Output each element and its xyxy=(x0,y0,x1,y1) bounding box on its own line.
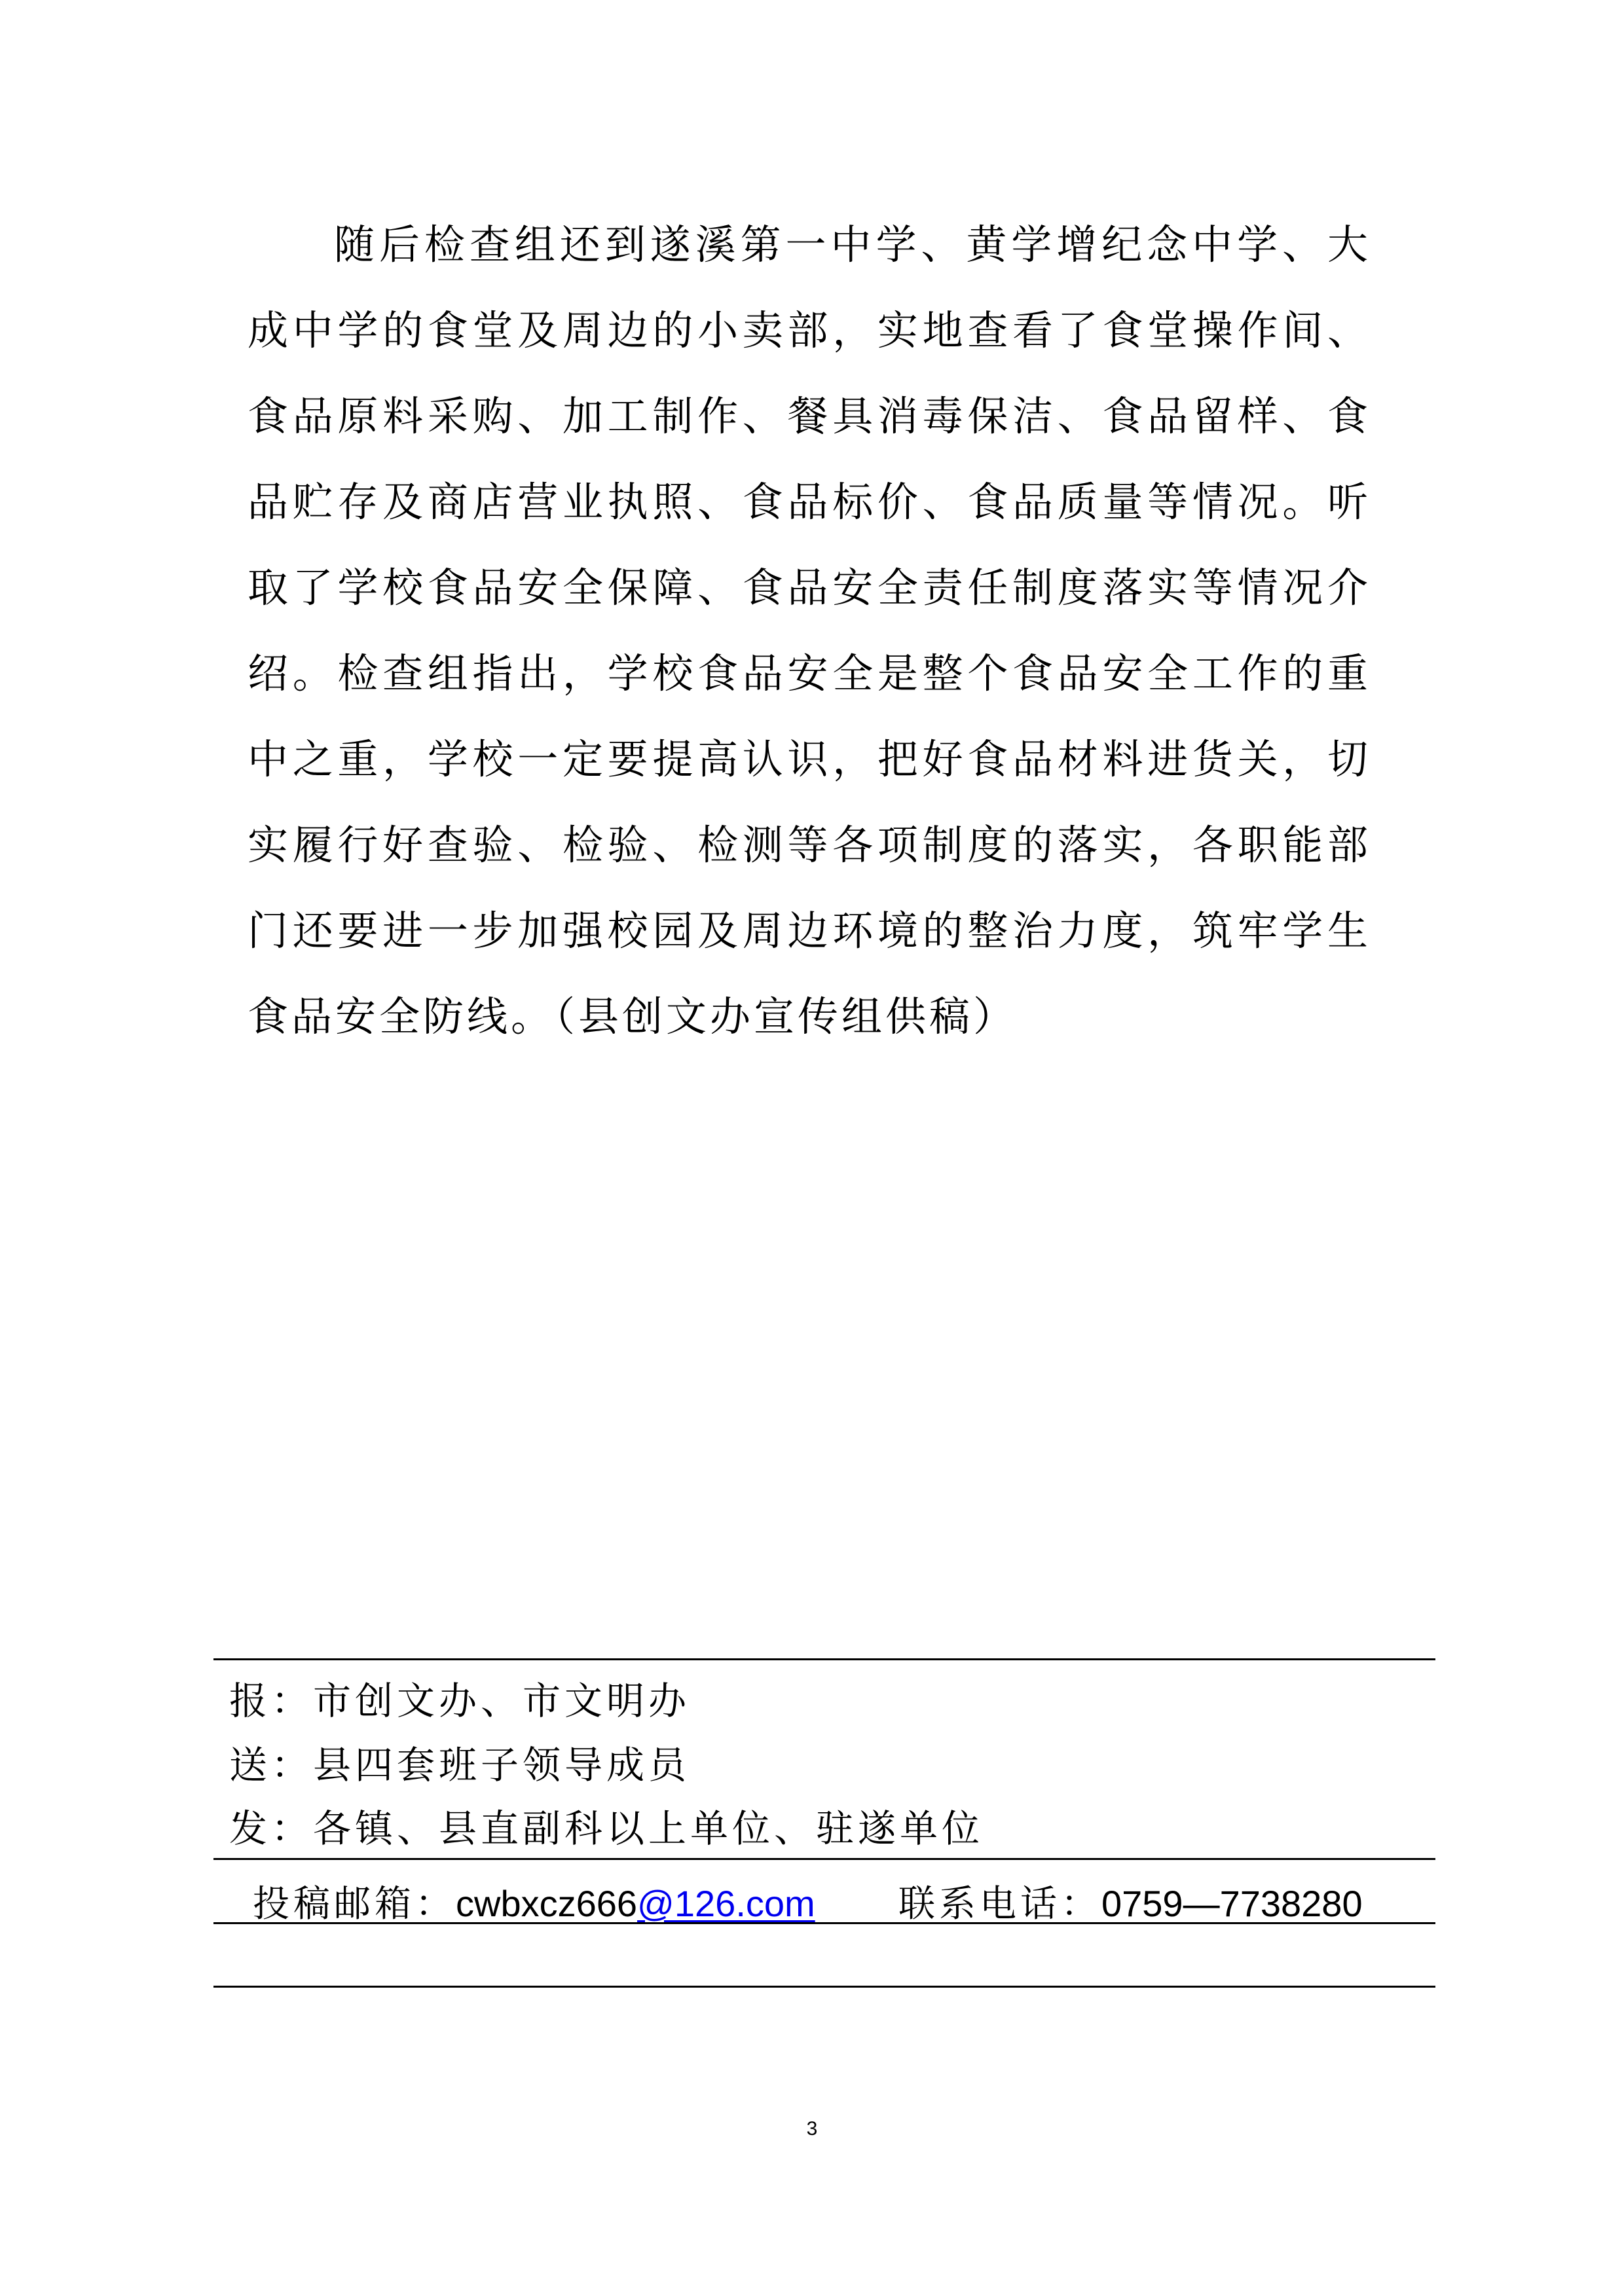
distribution-bottom-rule xyxy=(213,1858,1435,1860)
body-paragraph: 随后检查组还到遂溪第一中学、黄学增纪念中学、大成中学的食堂及周边的小卖部，实地查看了食堂操作间、食品原料采购、加工制作、餐具消毒保洁、食品留样、食品贮存及商店营业执照、食品标价、食品质量等情况。听取了学校食品安全保障、食品安全责任制度落实等情况介绍。检查组指出，学校食品安全是整个食品安全工作的重中之重，学校一定要提高认识，把好食品材料进货关，切实履行好查验、检验、检测等各项制度的落实，各职能部门还要进一步加强校园及周边环境的整治力度，筑牢学生食品安全防线。（县创文办宣传组供稿） xyxy=(248,221,1371,1040)
distribution-top-rule xyxy=(213,1658,1435,1660)
email-link[interactable]: @126.com xyxy=(637,1883,815,1924)
contact-bottom-rule xyxy=(213,1922,1435,1924)
issue-to-line: 发：各镇、县直副科以上单位、驻遂单位 xyxy=(229,1806,984,1851)
email-label: 投稿邮箱： xyxy=(253,1883,456,1925)
page-number: 3 xyxy=(806,2118,818,2140)
report-to-line: 报：市创文办、市文明办 xyxy=(229,1679,691,1723)
send-to-line: 送：县四套班子领导成员 xyxy=(229,1743,691,1787)
phone-label: 联系电话： xyxy=(898,1883,1101,1925)
closing-rule xyxy=(213,1986,1435,1988)
email-user: cwbxcz666 xyxy=(456,1883,638,1924)
phone-number: 0759—7738280 xyxy=(1101,1883,1363,1924)
